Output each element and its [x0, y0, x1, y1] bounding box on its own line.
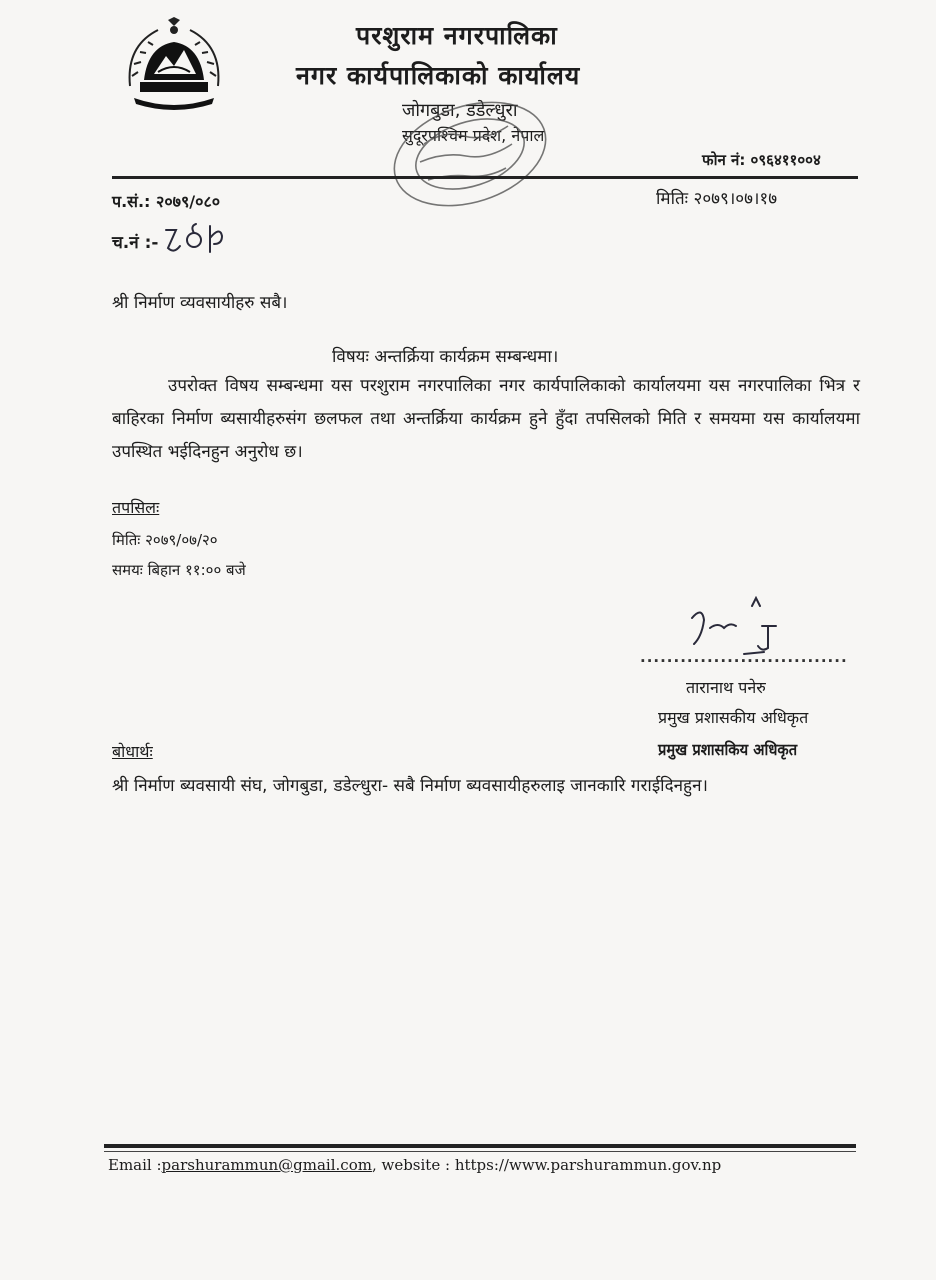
- nepal-emblem-icon: [118, 16, 230, 116]
- header-divider: [112, 176, 858, 179]
- office-seal-icon: [384, 100, 562, 212]
- footer-website-link[interactable]: https://www.parshurammun.gov.np: [454, 1156, 722, 1174]
- org-name: परशुराम नगरपालिका: [356, 21, 558, 50]
- letter-paragraph: [112, 370, 860, 469]
- dispatch-number-handwritten: [160, 218, 230, 258]
- office-name: नगर कार्यपालिकाको कार्यालय: [296, 61, 581, 90]
- footer-divider-thick: [104, 1144, 856, 1148]
- cc-body: श्री निर्माण ब्यवसायी संघ, जोगबुडा, डडेल्धुरा- सबै निर्माण ब्यवसायीहरुलाइ जानकारि गराईदिनहुन।: [112, 776, 708, 796]
- footer-website-label: , website :: [371, 1156, 455, 1174]
- details-heading: तपसिलः: [112, 498, 160, 517]
- footer-email-label: Email :: [108, 1156, 162, 1174]
- office-province: सुदूरपश्चिम प्रदेश, नेपाल: [402, 126, 545, 145]
- letter-paragraph-text: उपरोक्त विषय सम्बन्धमा यस परशुराम नगरपालिका नगर कार्यपालिकाको कार्यालयमा यस नगरपालिका भित्र र बाहिरका निर्माण ब्यसायीहरुसंग छलफल तथा अन्तर्क्रिया कार्यक्रम हुने हुँदा तपसिलको मिति र समयमा यस कार्यालयमा उपस्थित भईदिनहुन अनुरोध छ।: [112, 376, 860, 462]
- cc-heading: बोधार्थः: [112, 742, 153, 761]
- signatory-title: प्रमुख प्रशासकीय अधिकृत: [658, 708, 809, 727]
- letter-subject: विषयः अन्तर्क्रिया कार्यक्रम सम्बन्धमा।: [332, 347, 559, 367]
- dispatch-label: च.नं :-: [112, 233, 159, 253]
- footer-divider-thin: [104, 1151, 856, 1152]
- signatory-name: तारानाथ पनेरु: [686, 678, 766, 697]
- letter-date: मितिः २०७९।०७।१७: [656, 189, 778, 209]
- footer-contact: [108, 1156, 721, 1174]
- office-phone: फोन नं: ०९६४११००४: [702, 151, 821, 169]
- reference-number: प.सं.: २०७९/०८०: [112, 192, 221, 211]
- footer-email-link[interactable]: parshurammun@gmail.com: [161, 1156, 372, 1174]
- signatory-title-stamp: प्रमुख प्रशासकिय अधिकृत: [658, 740, 798, 759]
- letter-addressee: श्री निर्माण व्यवसायीहरु सबै।: [112, 293, 288, 313]
- office-location: जोगबुडा, डडेल्धुरा: [402, 100, 518, 121]
- details-date: मितिः २०७९/०७/२०: [112, 531, 218, 549]
- signature-line: ...............................: [640, 648, 848, 666]
- details-time: समयः बिहान ११:०० बजे: [112, 561, 246, 579]
